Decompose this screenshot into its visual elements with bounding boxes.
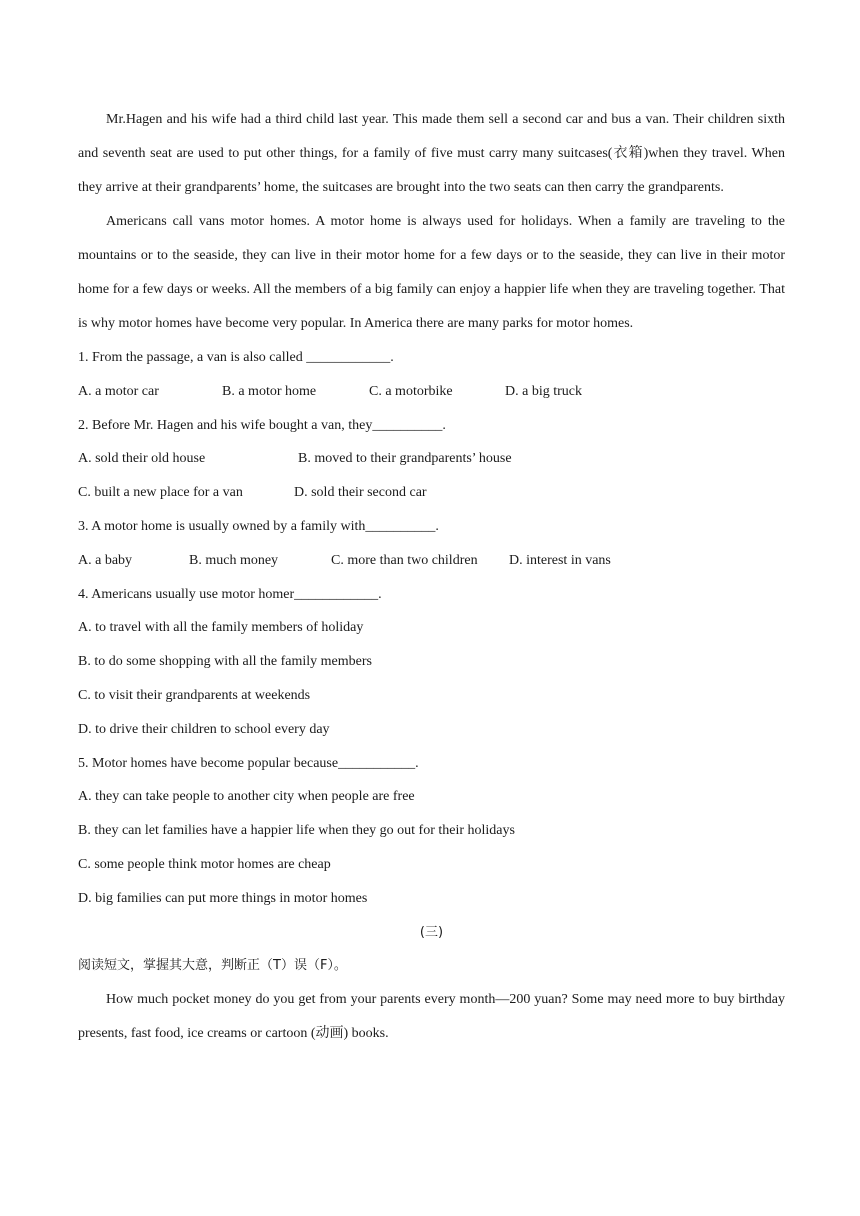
passage-paragraph-1: Mr.Hagen and his wife had a third child last year. This made them sell a second car and bus a van. Their children sixth and seventh seat are used to put other things, for a family of five must carry many suitcases(衣箱)when they travel. When they arrive at their grandparents’ home, the suitcases are brought into the two seats can then carry the grandparents. [78, 112, 785, 195]
question-2: 2. Before Mr. Hagen and his wife bought a van, they__________. [78, 417, 446, 433]
option-a: A. sold their old house [78, 451, 206, 467]
option-a: A. to travel with all the family members of holiday [78, 620, 364, 636]
option-b: B. they can let families have a happier life when they go out for their holidays [78, 823, 515, 839]
option-c: C. built a new place for a van [78, 485, 243, 501]
option-d: D. big families can put more things in motor homes [78, 890, 368, 906]
option-a: A. they can take people to another city when people are free [78, 789, 415, 805]
option-d: D. to drive their children to school every day [78, 721, 330, 737]
option-b: B. to do some shopping with all the family members [78, 654, 372, 670]
option-d: D. a big truck [505, 383, 582, 399]
option-a: A. a motor car [78, 383, 159, 399]
option-b: B. much money [189, 552, 279, 568]
option-c: C. some people think motor homes are cheap [78, 856, 331, 872]
question-3: 3. A motor home is usually owned by a family with__________. [78, 518, 439, 534]
option-d: D. interest in vans [509, 552, 611, 568]
section-heading: (三) [419, 924, 444, 940]
document-content [78, 103, 785, 1051]
option-c: C. more than two children [331, 552, 478, 568]
question-2-options-row-2 [78, 476, 785, 510]
section-3-paragraph-1: How much pocket money do you get from your parents every month—200 yuan? Some may need more to buy birthday presents, fast food, ice creams or cartoon (动画) books. [78, 992, 785, 1042]
option-b: B. a motor home [222, 383, 317, 399]
option-a: A. a baby [78, 552, 133, 568]
question-2-options-row-1 [78, 442, 785, 476]
option-c: C. a motorbike [369, 383, 453, 399]
question-1: 1. From the passage, a van is also called ____________. [78, 350, 394, 365]
option-c: C. to visit their grandparents at weekends [78, 687, 311, 703]
passage-paragraph-2: Americans call vans motor homes. A motor home is always used for holidays. When a family are traveling to the mountains or to the seaside, they can live in their motor home for a few days or to the seaside, they can live in their motor home for a few days or weeks. All the members of a big family can enjoy a happier life when they are traveling together. That is why motor homes have become very popular. In America there are many parks for motor homes. [78, 214, 785, 331]
question-5: 5. Motor homes have become popular because___________. [78, 755, 419, 771]
option-b: B. moved to their grandparents’ house [298, 451, 512, 467]
question-3-options [78, 544, 785, 578]
section-instruction: 阅读短文，掌握其大意，判断正（T）误（F）。 [78, 958, 347, 974]
question-1-options [78, 375, 785, 409]
question-4: 4. Americans usually use motor homer____________. [78, 586, 382, 602]
option-d: D. sold their second car [294, 485, 427, 501]
